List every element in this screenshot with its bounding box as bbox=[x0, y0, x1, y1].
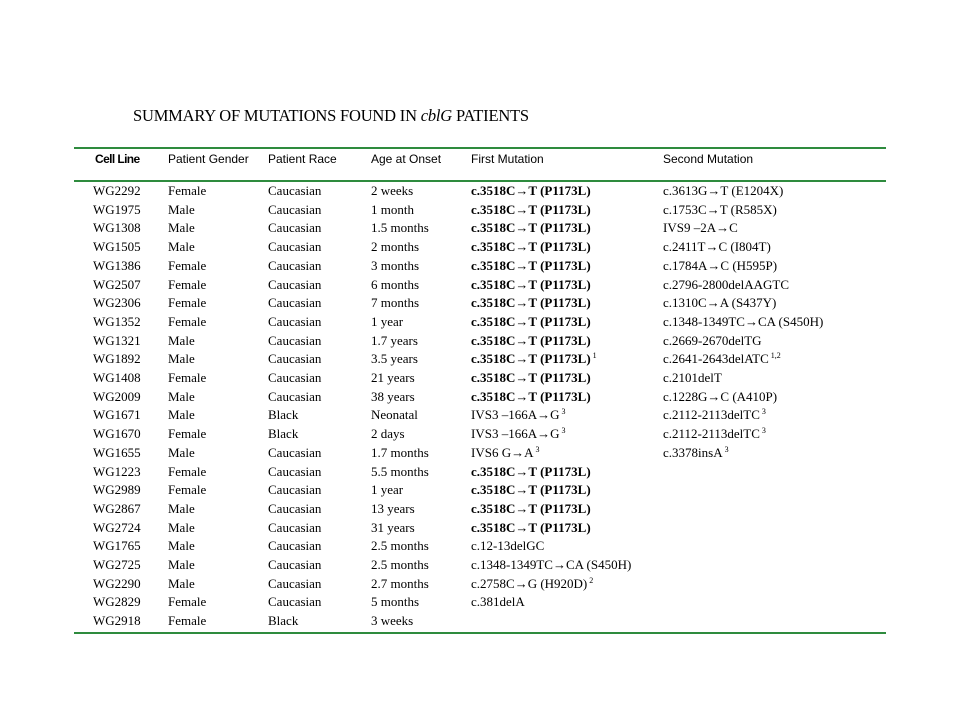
table-row bbox=[0, 239, 960, 258]
first-mutation: c.3518C→T (P1173L) bbox=[471, 183, 591, 198]
header-second-mutation: Second Mutation bbox=[663, 152, 754, 166]
first-mutation: c.3518C→T (P1173L) bbox=[471, 370, 591, 385]
cell-line: WG1223 bbox=[93, 463, 141, 479]
patient-race: Caucasian bbox=[268, 295, 322, 311]
cell-line: WG1505 bbox=[93, 239, 141, 255]
cell-line: WG1386 bbox=[93, 257, 141, 273]
second-mutation: c.1348-1349TC→CA (S450H) bbox=[663, 313, 824, 329]
patient-race: Caucasian bbox=[268, 500, 322, 516]
age-at-onset: 5 months bbox=[371, 594, 420, 610]
first-mutation: c.12-13delGC bbox=[471, 538, 545, 554]
age-at-onset: 5.5 months bbox=[371, 463, 429, 479]
cell-line: WG1670 bbox=[93, 426, 141, 442]
cell-line: WG1671 bbox=[93, 407, 141, 423]
patient-gender: Male bbox=[168, 201, 195, 217]
cell-line: WG1352 bbox=[93, 313, 141, 329]
patient-gender: Male bbox=[168, 407, 195, 423]
patient-gender: Female bbox=[168, 183, 207, 198]
second-mutation: c.2411T→C (I804T) bbox=[663, 239, 771, 255]
patient-gender: Male bbox=[168, 220, 195, 236]
first-mutation: IVS3 –166A→G $^3$ bbox=[471, 407, 566, 423]
patient-race: Caucasian bbox=[268, 557, 322, 572]
first-mutation: c.3518C→T (P1173L) bbox=[471, 220, 591, 236]
cell-line: WG2724 bbox=[93, 519, 141, 535]
first-mutation: c.3518C→T (P1173L) bbox=[471, 482, 591, 498]
table-row bbox=[0, 482, 960, 501]
age-at-onset: 1 month bbox=[371, 201, 414, 217]
patient-race: Caucasian bbox=[268, 276, 322, 292]
age-at-onset: Neonatal bbox=[371, 407, 418, 423]
patient-race: Caucasian bbox=[268, 183, 322, 198]
age-at-onset: 1 year bbox=[371, 313, 404, 329]
first-mutation: c.3518C→T (P1173L) bbox=[471, 519, 591, 535]
second-mutation: c.1228G→C (A410P) bbox=[663, 388, 778, 404]
table-row bbox=[0, 351, 960, 370]
age-at-onset: 1.5 months bbox=[371, 220, 429, 236]
table-row bbox=[0, 314, 960, 333]
table-row bbox=[0, 277, 960, 296]
bottom-rule bbox=[74, 632, 886, 634]
cell-line: WG2507 bbox=[93, 276, 141, 292]
second-mutation: c.1753C→T (R585X) bbox=[663, 201, 777, 217]
first-mutation: c.1348-1349TC→CA (S450H) bbox=[471, 557, 632, 572]
patient-race: Caucasian bbox=[268, 463, 322, 479]
second-mutation: c.3378insA $^3$ bbox=[663, 444, 729, 460]
patient-gender: Female bbox=[168, 613, 207, 629]
table-row bbox=[0, 295, 960, 314]
first-mutation: c.3518C→T (P1173L) bbox=[471, 257, 591, 273]
patient-gender: Male bbox=[168, 575, 195, 591]
patient-gender: Female bbox=[168, 594, 207, 610]
title-suffix: PATIENTS bbox=[452, 106, 529, 125]
cell-line: WG2867 bbox=[93, 500, 141, 516]
patient-race: Caucasian bbox=[268, 519, 322, 535]
first-mutation-footnote: 1 bbox=[592, 351, 597, 361]
age-at-onset: 6 months bbox=[371, 276, 420, 292]
second-mutation: c.1784A→C (H595P) bbox=[663, 257, 778, 273]
cell-line: WG2306 bbox=[93, 295, 141, 311]
table-row bbox=[0, 258, 960, 277]
table-row bbox=[0, 538, 960, 557]
patient-gender: Male bbox=[168, 388, 195, 404]
cell-line: WG2292 bbox=[93, 183, 141, 198]
patient-race: Caucasian bbox=[268, 370, 322, 385]
first-mutation: c.3518C→T (P1173L) bbox=[471, 276, 591, 292]
patient-gender: Male bbox=[168, 519, 195, 535]
age-at-onset: 2.7 months bbox=[371, 575, 429, 591]
age-at-onset: 38 years bbox=[371, 388, 415, 404]
patient-race: Caucasian bbox=[268, 444, 322, 460]
table-row bbox=[0, 202, 960, 221]
first-mutation: c.3518C→T (P1173L) bbox=[471, 463, 591, 479]
cell-line: WG2290 bbox=[93, 575, 141, 591]
second-mutation: c.1310C→A (S437Y) bbox=[663, 295, 777, 311]
patient-race: Black bbox=[268, 613, 299, 629]
cell-line: WG1408 bbox=[93, 370, 141, 385]
second-mutation: c.2101delT bbox=[663, 370, 722, 385]
table-title bbox=[133, 106, 529, 126]
table-row bbox=[0, 333, 960, 352]
table-row bbox=[0, 370, 960, 389]
first-mutation-footnote: 2 bbox=[589, 575, 594, 585]
first-mutation: IVS3 –166A→G $^3$ bbox=[471, 426, 566, 442]
table-row bbox=[0, 445, 960, 464]
first-mutation: c.3518C→T (P1173L) bbox=[471, 313, 591, 329]
table-row bbox=[0, 220, 960, 239]
age-at-onset: 1.7 months bbox=[371, 444, 429, 460]
age-at-onset: 2.5 months bbox=[371, 538, 429, 554]
second-mutation: c.2669-2670delTG bbox=[663, 332, 762, 348]
header-gender: Patient Gender bbox=[168, 152, 249, 166]
first-mutation: c.381delA bbox=[471, 594, 525, 610]
patient-gender: Male bbox=[168, 239, 195, 255]
first-mutation: c.3518C→T (P1173L) bbox=[471, 500, 591, 516]
cell-line: WG1321 bbox=[93, 332, 141, 348]
table-row bbox=[0, 576, 960, 595]
patient-gender: Male bbox=[168, 538, 195, 554]
first-mutation: IVS6 G→A $^3$ bbox=[471, 444, 540, 460]
first-mutation: c.3518C→T (P1173L) bbox=[471, 239, 591, 255]
patient-race: Caucasian bbox=[268, 220, 322, 236]
patient-race: Black bbox=[268, 426, 299, 442]
cell-line: WG2725 bbox=[93, 557, 141, 572]
second-mutation: c.3613G→T (E1204X) bbox=[663, 183, 784, 198]
second-mutation-footnote: 3 bbox=[761, 407, 766, 417]
title-gene: cblG bbox=[420, 106, 453, 125]
age-at-onset: 13 years bbox=[371, 500, 415, 516]
header-age: Age at Onset bbox=[371, 152, 442, 166]
age-at-onset: 3.5 years bbox=[371, 351, 418, 367]
patient-race: Caucasian bbox=[268, 594, 322, 610]
age-at-onset: 31 years bbox=[371, 519, 415, 535]
top-rule bbox=[74, 147, 886, 149]
patient-race: Caucasian bbox=[268, 332, 322, 348]
second-mutation: IVS9 –2A→C bbox=[663, 220, 738, 236]
title-prefix: SUMMARY OF MUTATIONS FOUND IN bbox=[133, 106, 421, 125]
age-at-onset: 1.7 years bbox=[371, 332, 418, 348]
table-row bbox=[0, 183, 960, 202]
table-row bbox=[0, 594, 960, 613]
first-mutation-footnote: 3 bbox=[561, 426, 566, 436]
patient-race: Caucasian bbox=[268, 313, 322, 329]
patient-gender: Female bbox=[168, 295, 207, 311]
cell-line: WG1765 bbox=[93, 538, 141, 554]
cell-line: WG2989 bbox=[93, 482, 141, 498]
patient-gender: Male bbox=[168, 500, 195, 516]
patient-gender: Female bbox=[168, 426, 207, 442]
patient-race: Caucasian bbox=[268, 257, 322, 273]
patient-race: Caucasian bbox=[268, 351, 322, 367]
age-at-onset: 2 weeks bbox=[371, 183, 414, 198]
age-at-onset: 1 year bbox=[371, 482, 404, 498]
patient-race: Caucasian bbox=[268, 482, 322, 498]
header-first-mutation: First Mutation bbox=[471, 152, 544, 166]
table-row bbox=[0, 520, 960, 539]
cell-line: WG2918 bbox=[93, 613, 141, 629]
patient-race: Caucasian bbox=[268, 575, 322, 591]
patient-gender: Female bbox=[168, 482, 207, 498]
header-rule bbox=[74, 180, 886, 182]
cell-line: WG1308 bbox=[93, 220, 141, 236]
age-at-onset: 7 months bbox=[371, 295, 420, 311]
patient-gender: Male bbox=[168, 351, 195, 367]
table-row bbox=[0, 389, 960, 408]
patient-gender: Female bbox=[168, 463, 207, 479]
age-at-onset: 2 days bbox=[371, 426, 405, 442]
patient-gender: Male bbox=[168, 332, 195, 348]
first-mutation: c.3518C→T (P1173L) bbox=[471, 295, 591, 311]
age-at-onset: 2.5 months bbox=[371, 557, 429, 572]
cell-line: WG1975 bbox=[93, 201, 141, 217]
patient-gender: Female bbox=[168, 313, 207, 329]
table-row bbox=[0, 613, 960, 632]
patient-gender: Male bbox=[168, 557, 195, 572]
second-mutation: c.2641-2643delATC $^{1,2}$ bbox=[663, 351, 781, 367]
patient-gender: Male bbox=[168, 444, 195, 460]
second-mutation-footnote: 3 bbox=[761, 426, 766, 436]
patient-gender: Female bbox=[168, 370, 207, 385]
first-mutation-footnote: 3 bbox=[561, 407, 566, 417]
first-mutation: c.3518C→T (P1173L) bbox=[471, 388, 591, 404]
age-at-onset: 21 years bbox=[371, 370, 415, 385]
first-mutation: c.2758C→G (H920D) $^2$ bbox=[471, 575, 594, 591]
first-mutation-footnote: 3 bbox=[535, 444, 540, 454]
header-cell-line: Cell Line bbox=[95, 152, 140, 166]
table-row bbox=[0, 407, 960, 426]
first-mutation: c.3518C→T (P1173L) bbox=[471, 201, 591, 217]
second-mutation: c.2796-2800delAAGTC bbox=[663, 276, 790, 292]
cell-line: WG1892 bbox=[93, 351, 141, 367]
patient-race: Caucasian bbox=[268, 388, 322, 404]
patient-race: Black bbox=[268, 407, 299, 423]
header-race: Patient Race bbox=[268, 152, 337, 166]
age-at-onset: 3 months bbox=[371, 257, 420, 273]
age-at-onset: 2 months bbox=[371, 239, 420, 255]
second-mutation-footnote: 3 bbox=[724, 444, 729, 454]
second-mutation: c.2112-2113delTC $^3$ bbox=[663, 426, 766, 442]
patient-race: Caucasian bbox=[268, 239, 322, 255]
second-mutation: c.2112-2113delTC $^3$ bbox=[663, 407, 766, 423]
cell-line: WG1655 bbox=[93, 444, 141, 460]
patient-race: Caucasian bbox=[268, 538, 322, 554]
first-mutation: c.3518C→T (P1173L) $^1$ bbox=[471, 351, 597, 367]
patient-race: Caucasian bbox=[268, 201, 322, 217]
table-row bbox=[0, 557, 960, 576]
patient-gender: Female bbox=[168, 276, 207, 292]
first-mutation: c.3518C→T (P1173L) bbox=[471, 332, 591, 348]
age-at-onset: 3 weeks bbox=[371, 613, 414, 629]
table-row bbox=[0, 426, 960, 445]
table-row bbox=[0, 464, 960, 483]
cell-line: WG2829 bbox=[93, 594, 141, 610]
second-mutation-footnote: 1,2 bbox=[770, 351, 781, 361]
patient-gender: Female bbox=[168, 257, 207, 273]
table-row bbox=[0, 501, 960, 520]
cell-line: WG2009 bbox=[93, 388, 141, 404]
